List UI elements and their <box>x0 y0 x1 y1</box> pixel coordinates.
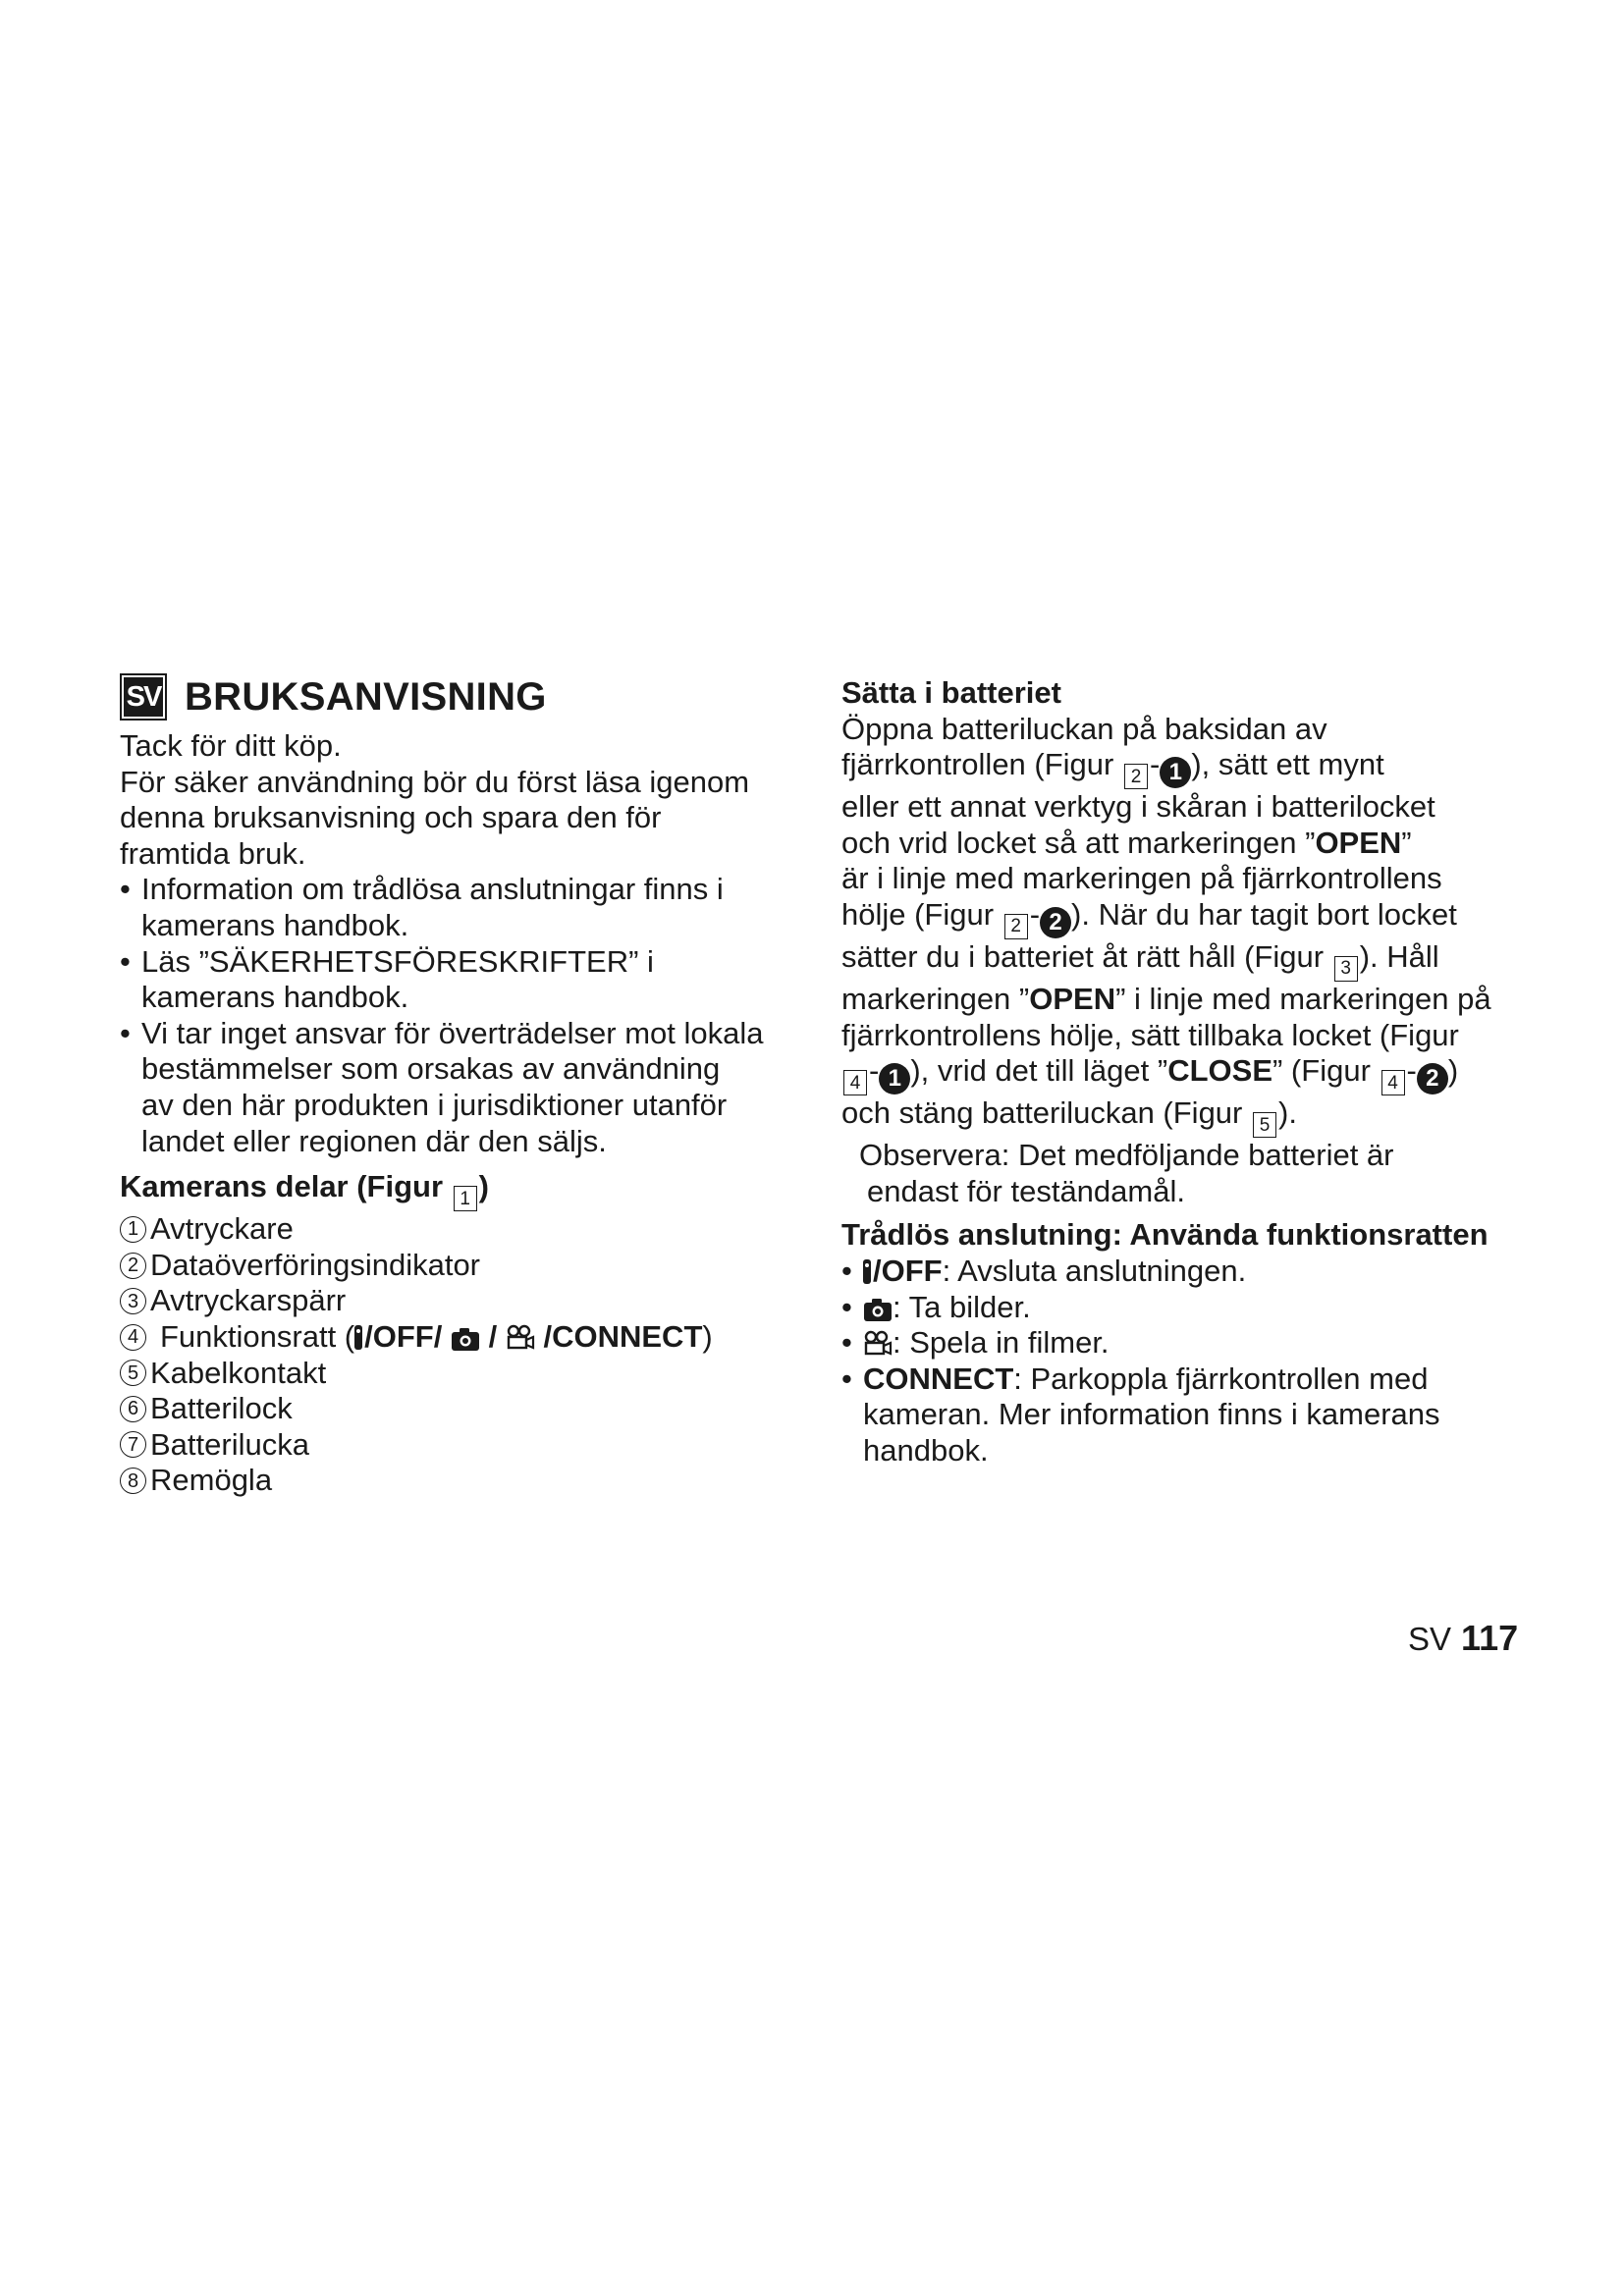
bullet-line: Vi tar inget ansvar för överträdelser mot lokala <box>141 1015 764 1050</box>
left-column <box>120 669 787 1499</box>
figure-ref: 4 <box>843 1070 867 1095</box>
language-badge: SV <box>120 673 167 721</box>
part-label: Avtryckarspärr <box>150 1283 347 1318</box>
bullet-dot: • <box>841 1361 852 1396</box>
battery-line: markeringen ”OPEN” i linje med markeringen på <box>841 981 1491 1016</box>
bullet-line: landet eller regionen där den säljs. <box>141 1123 607 1158</box>
part-number: 1 <box>120 1216 146 1243</box>
figure-ref: 2 <box>1004 914 1028 939</box>
battery-line: fjärrkontrollen (Figur 2 - 1 ), sätt ett mynt <box>841 747 1519 789</box>
figure-ref: 1 <box>454 1186 477 1211</box>
step-number: 1 <box>879 1063 910 1095</box>
figure-ref: 3 <box>1334 956 1358 982</box>
part-label: Funktionsratt ( <box>160 1318 355 1354</box>
movie-icon <box>863 1330 893 1358</box>
battery-note: endast för teständamål. <box>867 1173 1185 1208</box>
battery-line: sätter du i batteriet åt rätt håll (Figur 3 ). Håll <box>841 939 1519 982</box>
battery-heading: Sätta i batteriet <box>841 675 1061 710</box>
part-item <box>120 1283 787 1319</box>
part-number: 4 <box>120 1324 146 1351</box>
open-marker: OPEN <box>1029 981 1116 1016</box>
title-row <box>120 669 787 724</box>
bullet-line: kamerans handbok. <box>141 980 409 1015</box>
battery-note: Observera: Det medföljande batteriet är <box>859 1138 1394 1173</box>
remote-icon <box>863 1259 871 1284</box>
camera-icon <box>863 1297 893 1322</box>
part-number: 2 <box>120 1253 146 1279</box>
bullet-line: Läs ”SÄKERHETSFÖRESKRIFTER” i <box>141 943 654 979</box>
part-item <box>120 1211 787 1248</box>
parts-heading: Kamerans delar (Figur 1 ) <box>120 1169 787 1211</box>
part-item <box>120 1356 787 1392</box>
intro-safety-3: framtida bruk. <box>120 835 306 871</box>
part-label: Avtryckare <box>150 1211 294 1247</box>
dial-modes: /OFF/ / /CONNECT <box>354 1319 702 1356</box>
mode-item: • /OFF: Avsluta anslutningen. <box>841 1253 1247 1288</box>
part-item <box>120 1248 787 1284</box>
part-number: 5 <box>120 1360 146 1386</box>
remote-icon <box>354 1325 362 1350</box>
battery-line: är i linje med markeringen på fjärrkontrollens <box>841 861 1442 896</box>
intro-thanks: Tack för ditt köp. <box>120 728 342 763</box>
bullet-dot: • <box>120 872 131 907</box>
bullet-item <box>120 944 787 1016</box>
page-number: 117 <box>1461 1618 1519 1658</box>
right-column <box>841 669 1519 1469</box>
movie-icon <box>506 1324 535 1352</box>
part-number: 3 <box>120 1288 146 1314</box>
part-item <box>120 1463 787 1499</box>
bullet-line: bestämmelser som orsakas av användning <box>141 1051 721 1087</box>
part-item: 4 Funktionsratt ( /OFF/ / /CONNECT ) <box>120 1319 787 1356</box>
footer-language: SV <box>1408 1621 1452 1657</box>
battery-line: eller ett annat verktyg i skåran i batterilocket <box>841 789 1435 825</box>
mode-item: • : Ta bilder. <box>841 1289 1031 1324</box>
battery-line: fjärrkontrollens hölje, sätt tillbaka locket (Figur <box>841 1017 1459 1052</box>
bullet-line: av den här produkten i jurisdiktioner utanför <box>141 1087 728 1122</box>
part-item <box>120 1391 787 1427</box>
part-label: Dataöverföringsindikator <box>150 1247 481 1282</box>
intro-safety-1: För säker användning bör du först läsa igenom <box>120 764 750 799</box>
part-label: Kabelkontakt <box>150 1355 327 1390</box>
bullet-item <box>120 1016 787 1159</box>
part-number: 6 <box>120 1396 146 1422</box>
mode-item: • CONNECT: Parkoppla fjärrkontrollen med kameran. Mer information finns i kamerans handbok. <box>841 1361 1440 1468</box>
figure-ref: 5 <box>1253 1112 1276 1138</box>
bullet-line: Information om trådlösa anslutningar finns i <box>141 872 724 907</box>
figure-ref: 2 <box>1124 764 1148 789</box>
part-number: 8 <box>120 1468 146 1494</box>
battery-line: Öppna batteriluckan på baksidan av <box>841 711 1327 746</box>
part-label: Batterilock <box>150 1391 293 1426</box>
close-marker: CLOSE <box>1167 1053 1272 1089</box>
part-item <box>120 1427 787 1464</box>
page-title: BRUKSANVISNING <box>185 674 547 719</box>
battery-line: och stäng batteriluckan (Figur 5 ). <box>841 1095 1519 1138</box>
intro-safety-2: denna bruksanvisning och spara den för <box>120 800 662 835</box>
battery-line: och vrid locket så att markeringen ”OPEN” <box>841 825 1412 860</box>
part-label: Batterilucka <box>150 1426 309 1462</box>
battery-line: hölje (Figur 2 - 2 ). När du har tagit bort locket <box>841 897 1519 939</box>
open-marker: OPEN <box>1315 825 1402 860</box>
bullet-dot: • <box>841 1253 852 1288</box>
part-number: 7 <box>120 1431 146 1458</box>
connect-label: CONNECT <box>863 1361 1014 1396</box>
step-number: 2 <box>1417 1063 1448 1095</box>
mode-item: • : Spela in filmer. <box>841 1325 1110 1361</box>
battery-line: 4 - 1 ), vrid det till läget ”CLOSE” (Figur 4 - 2 ) <box>841 1053 1519 1095</box>
figure-ref: 4 <box>1381 1070 1405 1095</box>
bullet-dot: • <box>841 1289 852 1324</box>
camera-icon <box>451 1326 480 1352</box>
bullet-dot: • <box>120 1015 131 1050</box>
page-footer <box>1408 1618 1518 1659</box>
wireless-heading: Trådlös anslutning: Använda funktionsratten <box>841 1217 1489 1253</box>
bullet-item <box>120 872 787 943</box>
bullet-dot: • <box>841 1325 852 1361</box>
step-number: 1 <box>1160 757 1191 788</box>
step-number: 2 <box>1040 907 1071 938</box>
bullet-line: kamerans handbok. <box>141 907 409 942</box>
bullet-dot: • <box>120 943 131 979</box>
part-label: Remögla <box>150 1463 273 1498</box>
